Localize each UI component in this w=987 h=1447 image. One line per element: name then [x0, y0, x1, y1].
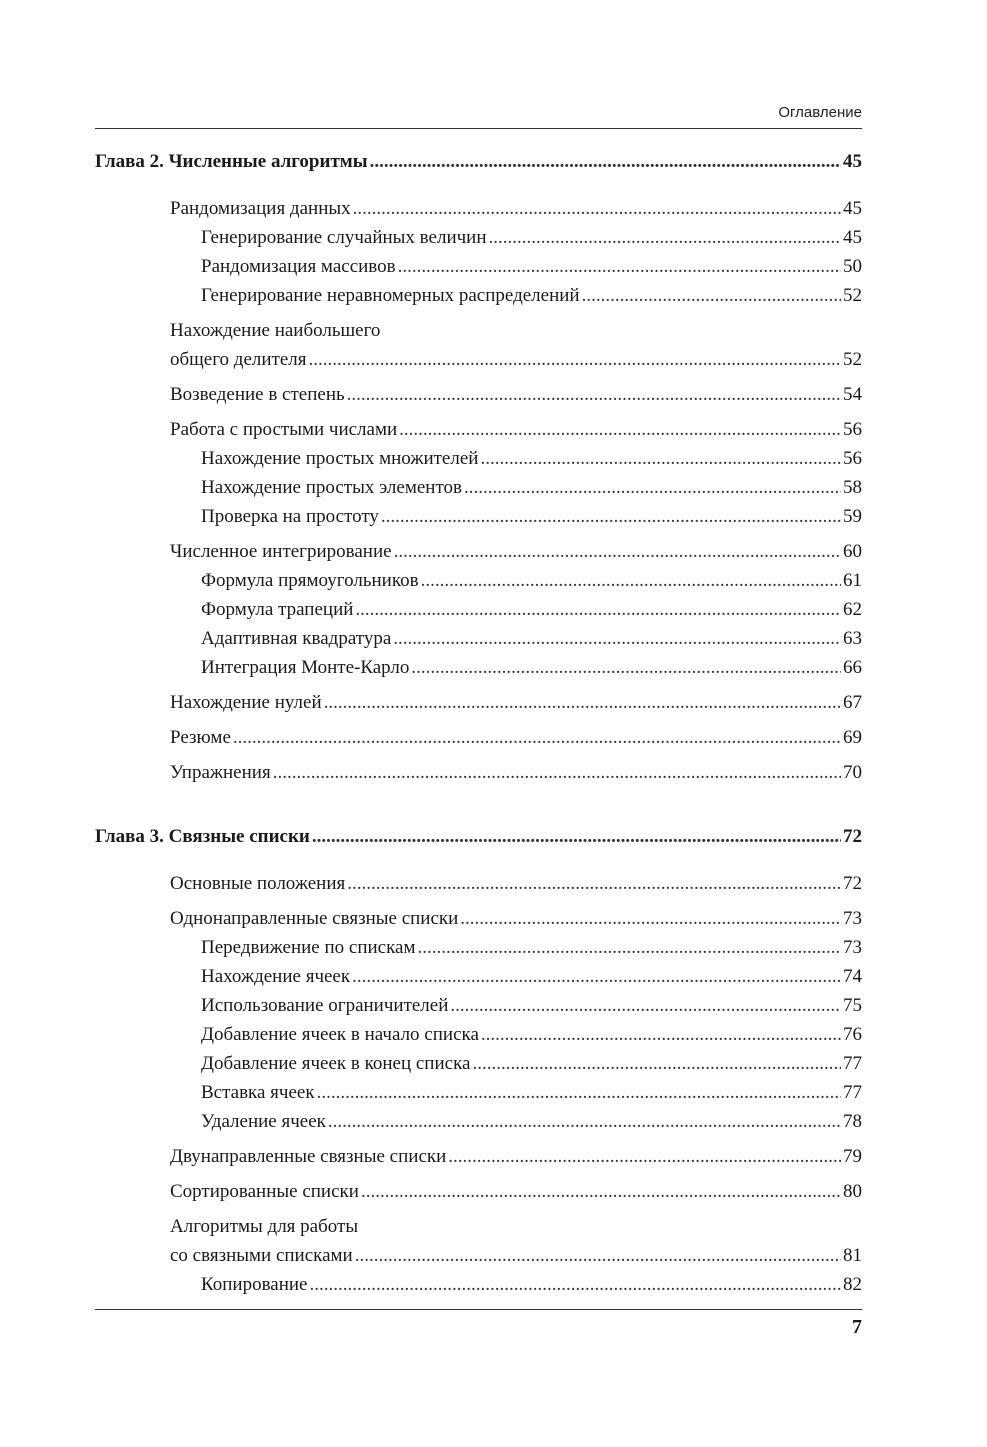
toc-subsection[interactable] — [95, 444, 862, 473]
toc-section[interactable] — [95, 758, 862, 787]
dot-leader — [394, 537, 841, 566]
page-ref: 72 — [843, 826, 862, 847]
dot-leader — [347, 380, 841, 409]
page-ref: 61 — [843, 570, 862, 591]
page-ref: 52 — [843, 285, 862, 306]
section-title: Рандомизация данных — [170, 198, 351, 219]
page-ref: 45 — [843, 227, 862, 248]
toc-section[interactable] — [95, 380, 862, 409]
subsection-title: Добавление ячеек в начало списка — [201, 1024, 479, 1045]
page-ref: 74 — [843, 966, 862, 987]
toc-subsection[interactable] — [95, 653, 862, 682]
dot-leader — [393, 624, 841, 653]
header-rule — [95, 128, 862, 129]
section-title: Основные положения — [170, 873, 346, 894]
page-ref: 77 — [843, 1053, 862, 1074]
page-ref: 77 — [843, 1082, 862, 1103]
toc-subsection[interactable] — [95, 1107, 862, 1136]
toc-section[interactable] — [95, 537, 862, 566]
page-ref: 80 — [843, 1181, 862, 1202]
toc-subsection[interactable] — [95, 624, 862, 653]
toc-section[interactable] — [95, 1177, 862, 1206]
dot-leader — [411, 653, 841, 682]
dot-leader — [328, 1107, 841, 1136]
dot-leader — [472, 1049, 841, 1078]
section-title-line1: Алгоритмы для работы — [170, 1216, 359, 1237]
toc-subsection[interactable] — [95, 1049, 862, 1078]
page-ref: 72 — [843, 873, 862, 894]
subsection-title: Генерирование неравномерных распределений — [201, 285, 580, 306]
dot-leader — [489, 223, 841, 252]
dot-leader — [352, 962, 841, 991]
dot-leader — [233, 723, 841, 752]
table-of-contents — [95, 140, 862, 1299]
dot-leader — [399, 415, 841, 444]
page-ref: 75 — [843, 995, 862, 1016]
subsection-title: Использование ограничителей — [201, 995, 449, 1016]
page-ref: 56 — [843, 419, 862, 440]
subsection-title: Добавление ячеек в конец списка — [201, 1053, 471, 1074]
subsection-title: Формула прямоугольников — [201, 570, 419, 591]
page-ref: 59 — [843, 506, 862, 527]
page-ref: 82 — [843, 1274, 862, 1295]
subsection-title: Нахождение ячеек — [201, 966, 351, 987]
subsection-title: Передвижение по спискам — [201, 937, 416, 958]
page-ref: 60 — [843, 541, 862, 562]
page-ref: 45 — [843, 151, 862, 172]
toc-section[interactable] — [95, 869, 862, 898]
toc-chapter[interactable] — [95, 815, 862, 859]
chapter-title: Глава 2. Численные алгоритмы — [95, 151, 368, 172]
dot-leader — [273, 758, 841, 787]
subsection-title: Интеграция Монте-Карло — [201, 657, 410, 678]
toc-subsection[interactable] — [95, 566, 862, 595]
page-ref: 56 — [843, 448, 862, 469]
subsection-title: Рандомизация массивов — [201, 256, 396, 277]
subsection-title: Формула трапеций — [201, 599, 354, 620]
toc-subsection[interactable] — [95, 991, 862, 1020]
dot-leader — [464, 473, 841, 502]
section-title: Резюме — [170, 727, 231, 748]
toc-subsection[interactable] — [95, 223, 862, 252]
dot-leader — [324, 688, 841, 717]
page-ref: 50 — [843, 256, 862, 277]
subsection-title: Копирование — [201, 1274, 308, 1295]
toc-subsection[interactable] — [95, 252, 862, 281]
subsection-title: Нахождение простых элементов — [201, 477, 462, 498]
toc-subsection[interactable] — [95, 281, 862, 310]
toc-subsection[interactable] — [95, 595, 862, 624]
dot-leader — [460, 904, 841, 933]
toc-subsection[interactable] — [95, 1078, 862, 1107]
section-title: Работа с простыми числами — [170, 419, 398, 440]
toc-section[interactable] — [95, 688, 862, 717]
dot-leader — [317, 1078, 841, 1107]
chapter-title: Глава 3. Связные списки — [95, 826, 310, 847]
page-ref: 73 — [843, 908, 862, 929]
toc-section-multiline[interactable] — [95, 316, 862, 374]
dot-leader — [381, 502, 841, 531]
section-title-line1: Нахождение наибольшего — [170, 320, 381, 341]
dot-leader — [355, 1241, 841, 1270]
page-ref: 79 — [843, 1146, 862, 1167]
toc-subsection[interactable] — [95, 1270, 862, 1299]
subsection-title: Генерирование случайных величин — [201, 227, 487, 248]
dot-leader — [448, 1142, 841, 1171]
toc-subsection[interactable] — [95, 502, 862, 531]
page-ref: 62 — [843, 599, 862, 620]
page-ref: 52 — [843, 349, 862, 370]
page-ref: 73 — [843, 937, 862, 958]
page-ref: 54 — [843, 384, 862, 405]
section-title: Упражнения — [170, 762, 271, 783]
subsection-title: Удаление ячеек — [201, 1111, 326, 1132]
dot-leader — [310, 1270, 842, 1299]
dot-leader — [421, 566, 841, 595]
subsection-title: Вставка ячеек — [201, 1082, 315, 1103]
dot-leader — [398, 252, 841, 281]
page-ref: 76 — [843, 1024, 862, 1045]
subsection-title: Адаптивная квадратура — [201, 628, 392, 649]
dot-leader — [481, 1020, 841, 1049]
toc-subsection[interactable] — [95, 962, 862, 991]
page-ref: 58 — [843, 477, 862, 498]
page-ref: 81 — [843, 1245, 862, 1266]
dot-leader — [309, 345, 841, 374]
dot-leader — [418, 933, 842, 962]
dot-leader — [347, 869, 841, 898]
dot-leader — [353, 194, 841, 223]
dot-leader — [370, 140, 841, 184]
page-ref: 45 — [843, 198, 862, 219]
dot-leader — [480, 444, 841, 473]
page-number: 7 — [852, 1316, 862, 1338]
section-title: Двунаправленные связные списки — [170, 1146, 447, 1167]
section-title: со связными списками — [170, 1245, 353, 1266]
section-title: Сортированные списки — [170, 1181, 359, 1202]
page-ref: 70 — [843, 762, 862, 783]
page-ref: 67 — [843, 692, 862, 713]
page-ref: 63 — [843, 628, 862, 649]
dot-leader — [361, 1177, 841, 1206]
page-ref: 69 — [843, 727, 862, 748]
toc-section[interactable] — [95, 723, 862, 752]
section-title: Однонаправленные связные списки — [170, 908, 459, 929]
section-title: Нахождение нулей — [170, 692, 322, 713]
toc-subsection[interactable] — [95, 1020, 862, 1049]
subsection-title: Нахождение простых множителей — [201, 448, 479, 469]
toc-section-multiline[interactable] — [95, 1212, 862, 1270]
section-title: общего делителя — [170, 349, 307, 370]
dot-leader — [582, 281, 841, 310]
toc-subsection[interactable] — [95, 933, 862, 962]
footer-rule — [95, 1309, 862, 1310]
toc-chapter[interactable] — [95, 140, 862, 184]
toc-section[interactable] — [95, 1142, 862, 1171]
toc-section[interactable] — [95, 904, 862, 933]
running-title: Оглавление — [778, 104, 862, 121]
dot-leader — [450, 991, 841, 1020]
toc-section[interactable] — [95, 415, 862, 444]
section-title: Возведение в степень — [170, 384, 345, 405]
section-title: Численное интегрирование — [170, 541, 392, 562]
dot-leader — [312, 815, 841, 859]
toc-subsection[interactable] — [95, 473, 862, 502]
subsection-title: Проверка на простоту — [201, 506, 379, 527]
dot-leader — [355, 595, 841, 624]
toc-section[interactable] — [95, 194, 862, 223]
page-ref: 78 — [843, 1111, 862, 1132]
page-ref: 66 — [843, 657, 862, 678]
